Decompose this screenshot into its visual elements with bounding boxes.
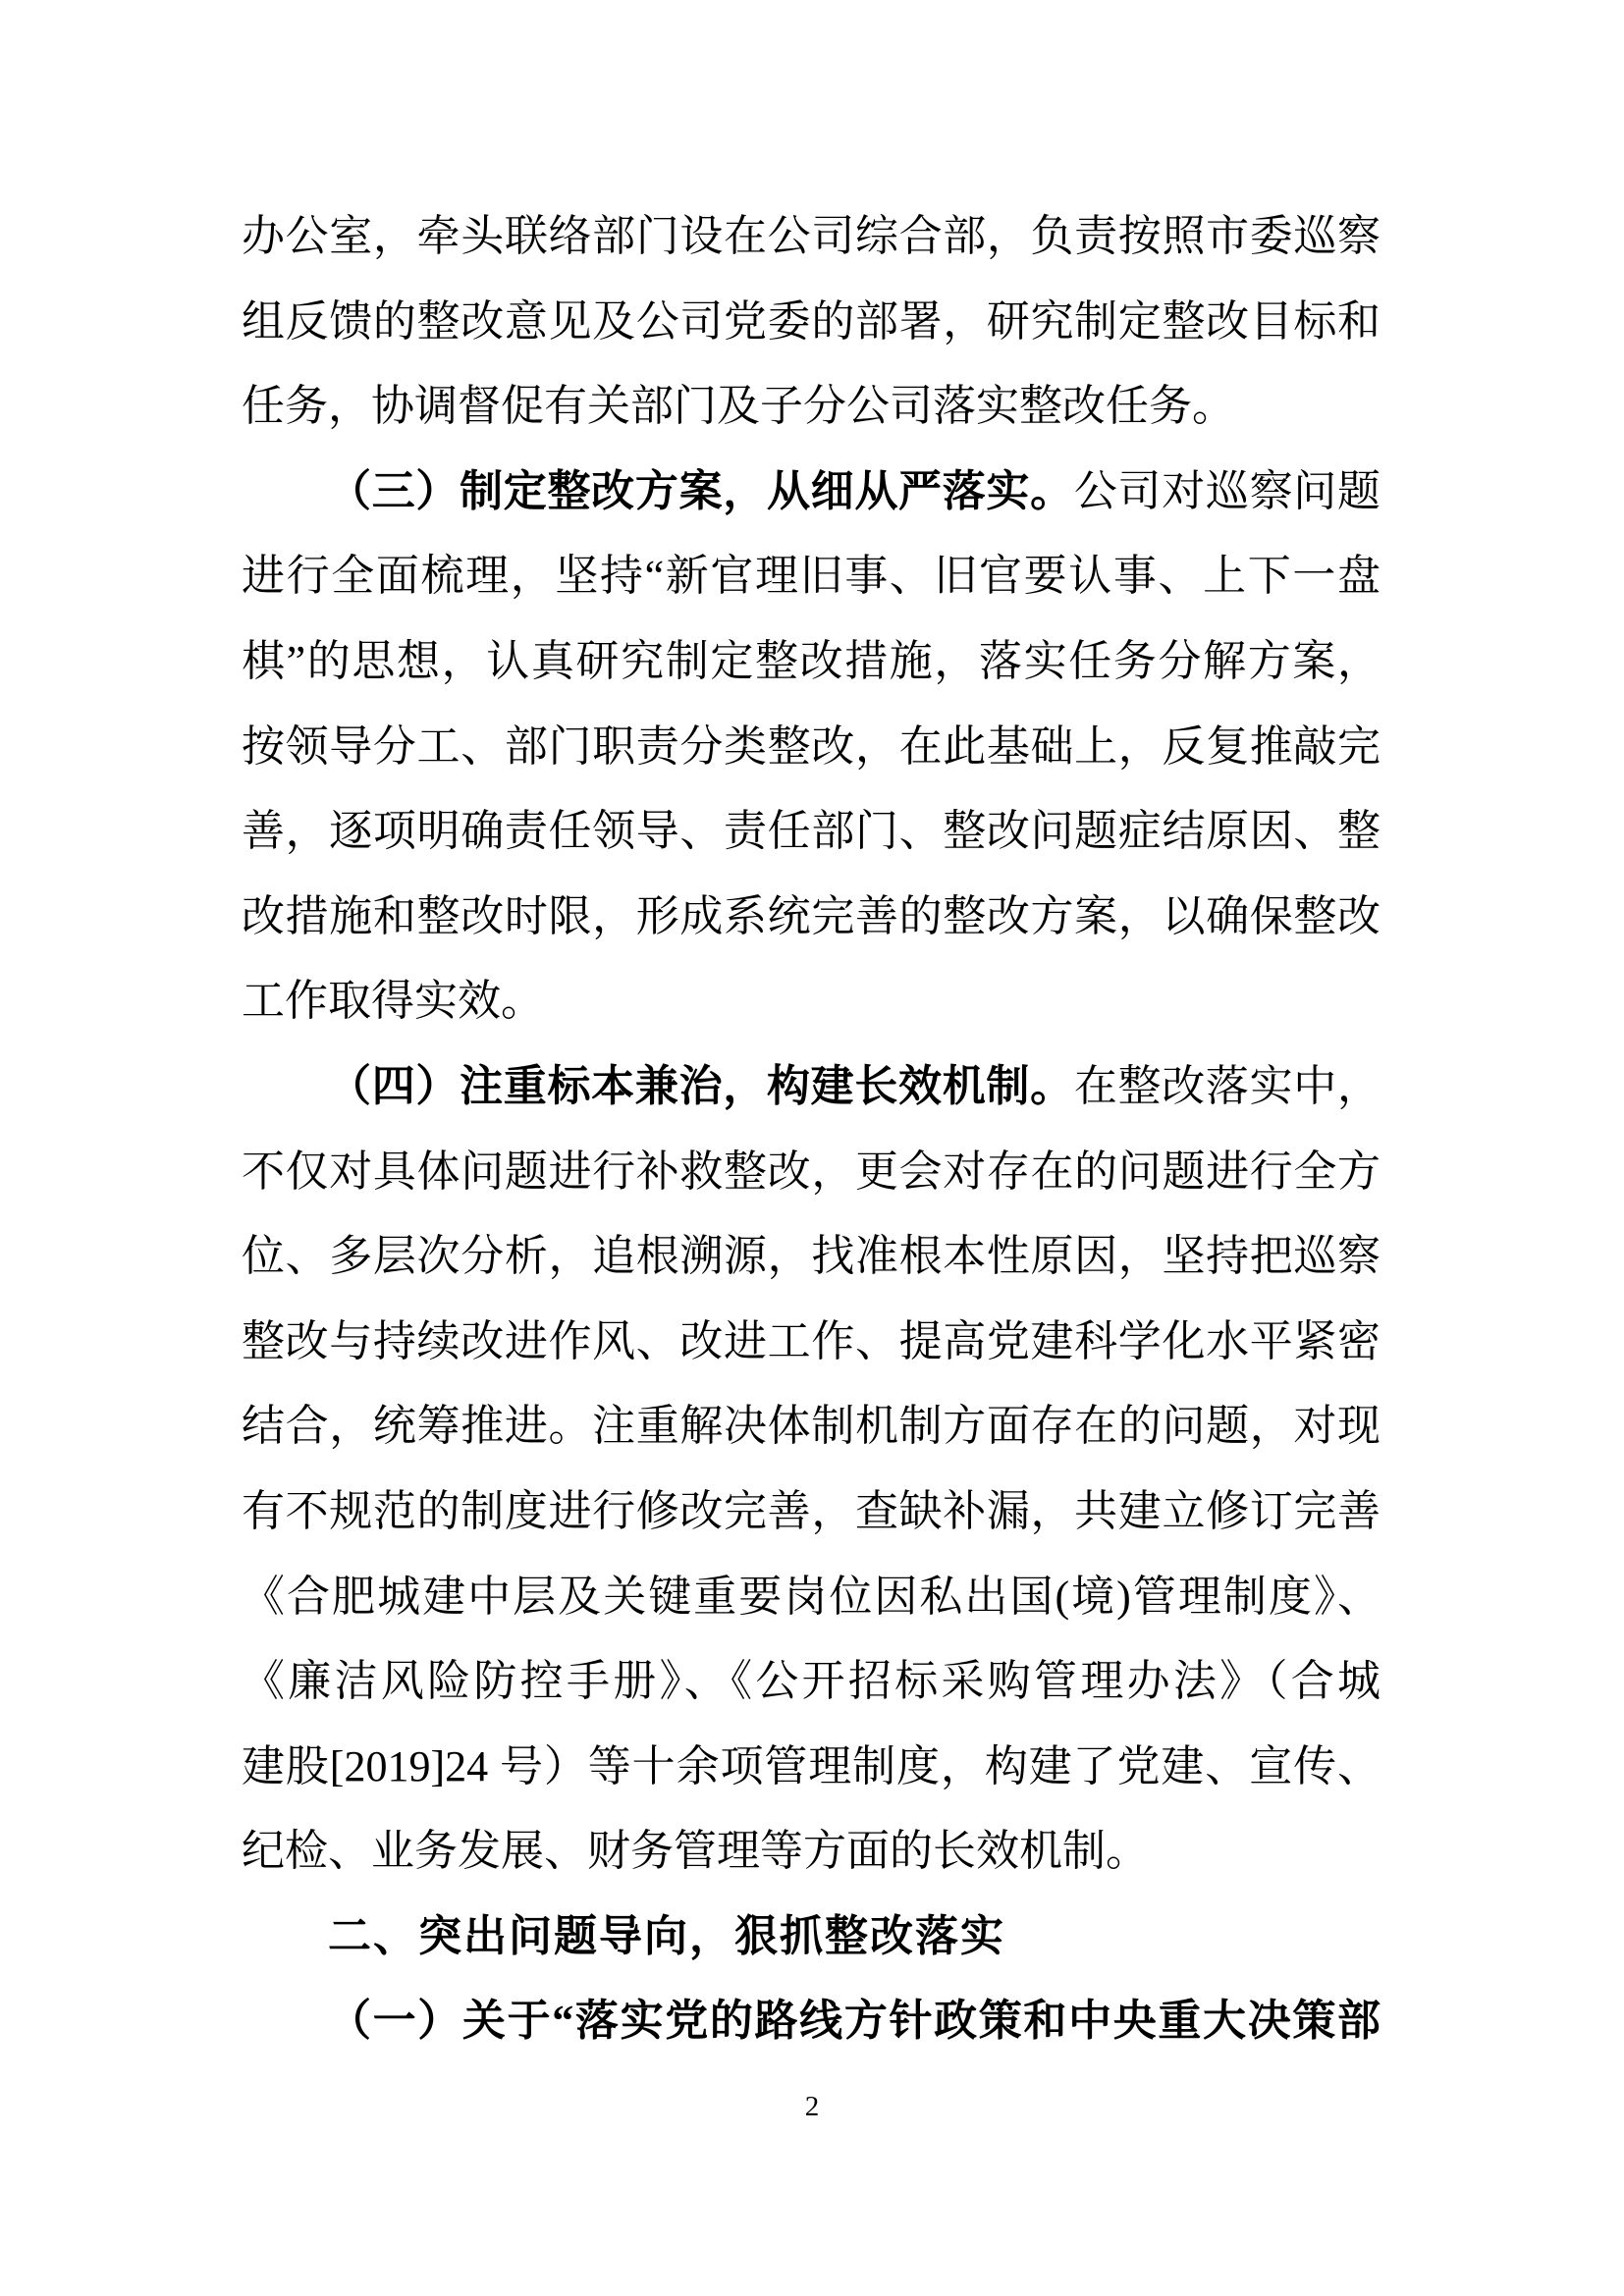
text-segment-body: 按领导分工、部门职责分类整改，在此基础上，反复推敲完 xyxy=(242,721,1380,771)
text-line-9 xyxy=(242,875,1380,960)
text-segment-body: 棋”的思想，认真研究制定整改措施，落实任务分解方案， xyxy=(242,636,1380,685)
text-line-18 xyxy=(242,1639,1380,1725)
text-line-7 xyxy=(242,705,1380,790)
text-segment-body: 结合，统筹推进。注重解决体制机制方面存在的问题，对现 xyxy=(242,1402,1380,1451)
text-segment-body: 善，逐项明确责任领导、责任部门、整改问题症结原因、整 xyxy=(242,807,1380,856)
text-segment-emphasis: （四）注重标本兼治，构建长效机制。 xyxy=(328,1061,1074,1110)
text-line-16 xyxy=(242,1469,1380,1555)
text-line-14 xyxy=(242,1300,1380,1385)
text-segment-body: 《廉洁风险防控手册》、《公开招标采购管理办法》（合城 xyxy=(242,1657,1380,1706)
text-segment-body: 在整改落实中， xyxy=(1073,1061,1381,1110)
text-line-4 xyxy=(242,450,1380,535)
text-segment-body: 不仅对具体问题进行补救整改，更会对存在的问题进行全方 xyxy=(242,1147,1380,1196)
text-line-5 xyxy=(242,534,1380,619)
text-segment-body: 工作取得实效。 xyxy=(242,977,544,1026)
text-line-17 xyxy=(242,1555,1380,1640)
text-segment-body: 改措施和整改时限，形成系统完善的整改方案，以确保整改 xyxy=(242,891,1380,940)
text-line-21 xyxy=(242,1895,1380,1980)
text-segment-body: 组反馈的整改意见及公司党委的部署，研究制定整改目标和 xyxy=(242,296,1380,346)
text-segment-body: 进行全面梳理，坚持“新官理旧事、旧官要认事、上下一盘 xyxy=(242,552,1380,601)
text-line-3 xyxy=(242,364,1380,450)
text-segment-body: 任务，协调督促有关部门及子分公司落实整改任务。 xyxy=(242,382,1235,431)
page-number: 2 xyxy=(804,2091,820,2122)
text-segment-body: 《合肥城建中层及关键重要岗位因私出国(境)管理制度》、 xyxy=(242,1572,1380,1621)
text-segment-body: 公司对巡察问题 xyxy=(1073,466,1381,515)
text-segment-emphasis: （一）关于“落实党的路线方针政策和中央重大决策部 xyxy=(328,1997,1380,2046)
text-line-1 xyxy=(242,194,1380,280)
text-line-2 xyxy=(242,280,1380,365)
text-segment-body: 位、多层次分析，追根溯源，找准根本性原因，坚持把巡察 xyxy=(242,1232,1380,1281)
text-segment-heading: 二、突出问题导向，狠抓整改落实 xyxy=(328,1911,1005,1960)
document-body xyxy=(242,194,1380,2064)
text-segment-body: 有不规范的制度进行修改完善，查缺补漏，共建立修订完善 xyxy=(242,1486,1380,1535)
text-segment-body: 办公室，牵头联络部门设在公司综合部，负责按照市委巡察 xyxy=(242,212,1380,260)
text-line-15 xyxy=(242,1384,1380,1469)
text-line-20 xyxy=(242,1809,1380,1895)
text-line-12 xyxy=(242,1130,1380,1215)
text-line-8 xyxy=(242,789,1380,875)
text-line-10 xyxy=(242,959,1380,1044)
text-line-11 xyxy=(242,1044,1380,1130)
text-segment-body: 建股[2019]24 号）等十余项管理制度，构建了党建、宣传、 xyxy=(242,1741,1380,1790)
text-line-19 xyxy=(242,1725,1380,1810)
text-segment-emphasis: （三）制定整改方案，从细从严落实。 xyxy=(328,466,1074,515)
text-segment-body: 纪检、业务发展、财务管理等方面的长效机制。 xyxy=(242,1827,1149,1876)
text-segment-body: 整改与持续改进作风、改进工作、提高党建科学化水平紧密 xyxy=(242,1316,1380,1365)
text-line-6 xyxy=(242,619,1380,705)
text-line-22 xyxy=(242,1979,1380,2064)
text-line-13 xyxy=(242,1214,1380,1300)
